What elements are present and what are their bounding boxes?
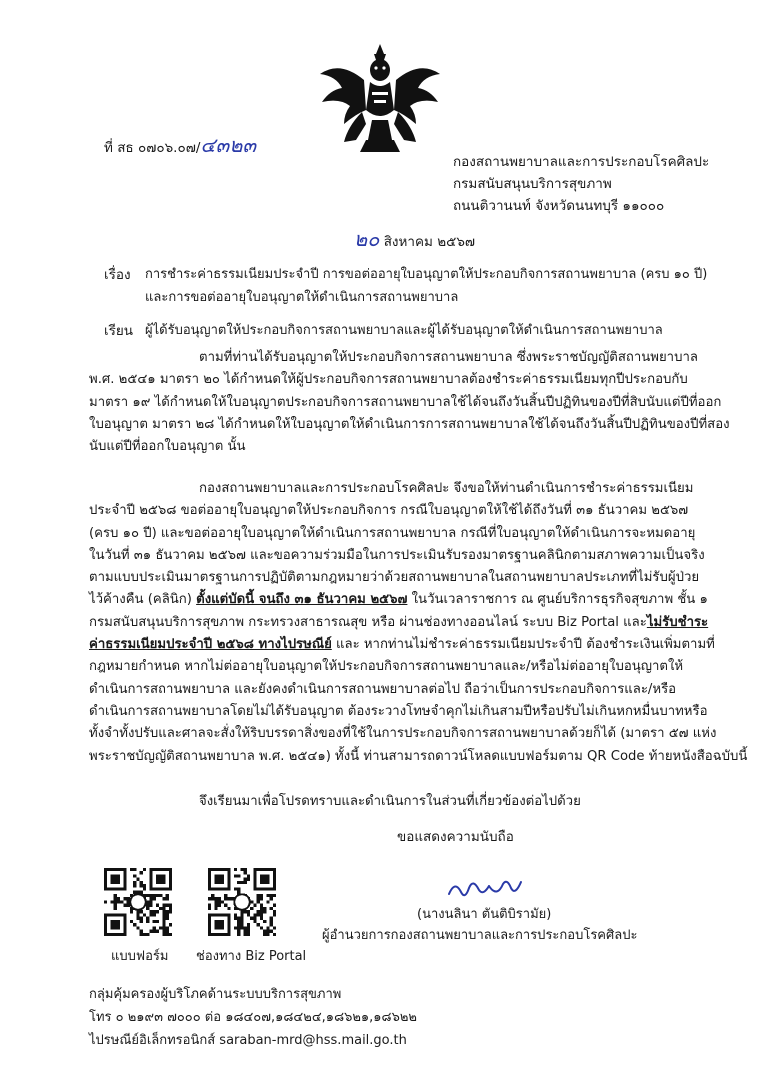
contact-phone: โทร ๐ ๒๑๙๓ ๗๐๐๐ ต่อ ๑๘๔๐๗,๑๘๔๒๔,๑๘๖๒๑,๑๘๖๒๒ xyxy=(89,1010,417,1025)
paragraph-1-line: ใบอนุญาต มาตรา ๒๘ ได้กำหนดให้ใบอนุญาตให้ดำเนินการการสถานพยาบาลใช้ได้จนถึงวันสิ้นปีปฏิทินของปีที่สอง xyxy=(89,416,730,432)
paragraph-2 xyxy=(89,478,748,768)
sender-line-3: ถนนติวานนท์ จังหวัดนนทบุรี ๑๑๐๐๐ xyxy=(453,198,665,214)
paragraph-2-line: ดำเนินการสถานพยาบาล และยังคงดำเนินการสถานพยาบาลต่อไป ถือว่าเป็นการประกอบกิจการและ/หรือ xyxy=(89,681,677,697)
paragraph-2-line: ดำเนินการสถานพยาบาลโดยไม่ได้รับอนุญาต ต้องระวางโทษจำคุกไม่เกินสามปีหรือปรับไม่เกินหกหมื่นบาทหรือ xyxy=(89,703,708,719)
reference-number xyxy=(104,134,256,159)
contact-division: กลุ่มคุ้มครองผู้บริโภคด้านระบบบริการสุขภาพ xyxy=(89,987,342,1002)
penalty-intro: และ หากท่านไม่ชำระค่าธรรมเนียมประจำปี ต้องชำระเงินเพิ่มตามที่ xyxy=(331,637,715,653)
letter-date xyxy=(354,228,475,253)
paragraph-1-line: พ.ศ. ๒๕๔๑ มาตรา ๒๐ ได้กำหนดให้ผู้ประกอบกิจการสถานพยาบาลต้องชำระค่าธรรมเนียมทุกปีประกอบกับ xyxy=(89,372,688,388)
paragraph-1 xyxy=(89,347,730,458)
qr-caption-biz-portal: ช่องทาง Biz Portal xyxy=(196,949,307,964)
paragraph-1-line: มาตรา ๑๙ ได้กำหนดให้ใบอนุญาตประกอบกิจการสถานพยาบาลใช้ได้จนถึงวันสิ้นปีปฏิทินของปีที่สิบนับแต่ปีที่ออก xyxy=(89,394,722,410)
handwritten-date-day: ๒๐ xyxy=(354,227,380,251)
paragraph-1-line: นับแต่ปีที่ออกใบอนุญาต นั้น xyxy=(89,439,246,455)
closing-phrase: ขอแสดงความนับถือ xyxy=(397,829,514,845)
paragraph-2-line xyxy=(89,634,715,656)
paragraph-3: จึงเรียนมาเพื่อโปรดทราบและดำเนินการในส่วนที่เกี่ยวข้องต่อไปด้วย xyxy=(199,794,581,809)
handwritten-signature xyxy=(445,874,525,902)
signatory-name: (นางนลินา ตันติบิรามัย) xyxy=(417,907,552,922)
garuda-emblem xyxy=(300,40,460,158)
subject-label: เรื่อง xyxy=(104,267,131,283)
signatory-position: ผู้อำนวยการกองสถานพยาบาลและการประกอบโรคศิลปะ xyxy=(322,928,638,943)
recipient-label: เรียน xyxy=(104,323,134,339)
qr-code-form[interactable] xyxy=(104,868,172,936)
paragraph-2-line: ทั้งจำทั้งปรับและศาลจะสั่งให้ริบบรรดาสิ่งของที่ใช้ในการประกอบกิจการสถานพยาบาลด้วยก็ได้ (มาตรา ๕๗ แห่ง xyxy=(89,726,717,742)
biz-portal-text: กรมสนับสนุนบริการสุขภาพ กระทรวงสาธารณสุข หรือ ผ่านช่องทางออนไลน์ ระบบ Biz Portal และ xyxy=(89,614,647,630)
qr-caption-form: แบบฟอร์ม xyxy=(111,949,169,964)
paragraph-2-line: พระราชบัญญัติสถานพยาบาล พ.ศ. ๒๕๔๑) ทั้งนี้ ท่านสามารถดาวน์โหลดแบบฟอร์มตาม QR Code ท้ายหนังสือฉบับนี้ xyxy=(89,748,748,764)
deadline-prefix: ไว้ค้างคืน (คลินิก) xyxy=(89,592,197,608)
paragraph-2-line: กองสถานพยาบาลและการประกอบโรคศิลปะ จึงขอให้ท่านดำเนินการชำระค่าธรรมเนียม xyxy=(199,481,694,496)
paragraph-2-line xyxy=(89,589,708,611)
paragraph-2-line: ตามแบบประเมินมาตรฐานการปฏิบัติตามกฎหมายว่าด้วยสถานพยาบาลในสถานพยาบาลประเภทที่ไม่รับผู้ป่วย xyxy=(89,570,700,586)
reference-prefix: ที่ สธ ๐๗๐๖.๐๗/ xyxy=(104,140,201,156)
paragraph-2-line: (ครบ ๑๐ ปี) และขอต่ออายุใบอนุญาตให้ดำเนินการสถานพยาบาล กรณีที่ใบอนุญาตให้ดำเนินการจะหมดอายุ xyxy=(89,525,696,541)
paragraph-2-line: กฎหมายกำหนด หากไม่ต่ออายุใบอนุญาตให้ประกอบกิจการสถานพยาบาลและ/หรือไม่ต่ออายุใบอนุญาตให้ xyxy=(89,659,684,675)
recipient-text: ผู้ได้รับอนุญาตให้ประกอบกิจการสถานพยาบาลและผู้ได้รับอนุญาตให้ดำเนินการสถานพยาบาล xyxy=(145,323,663,338)
handwritten-reference-number: ๔๓๒๓ xyxy=(200,133,257,157)
paragraph-2-line: ในวันที่ ๓๑ ธันวาคม ๒๕๖๗ และขอความร่วมมือในการประเมินรับรองมาตรฐานคลินิกตามสภาพความเป็นจริง xyxy=(89,547,705,563)
subject-line-2: และการขอต่ออายุใบอนุญาตให้ดำเนินการสถานพยาบาล xyxy=(145,290,459,305)
no-postal-emphasis-start: ไม่รับชำระ xyxy=(646,614,709,630)
qr-code-biz-portal[interactable] xyxy=(208,868,276,936)
sender-line-1: กองสถานพยาบาลและการประกอบโรคศิลปะ xyxy=(453,154,710,170)
paragraph-2-line xyxy=(89,612,709,634)
subject-line-1: การชำระค่าธรรมเนียมประจำปี การขอต่ออายุใบอนุญาตให้ประกอบกิจการสถานพยาบาล (ครบ ๑๐ ปี) xyxy=(145,267,708,282)
deadline-emphasis: ตั้งแต่บัดนี้ จนถึง ๓๑ ธันวาคม ๒๕๖๗ xyxy=(196,592,408,608)
contact-email: ไปรษณีย์อิเล็กทรอนิกส์ saraban-mrd@hss.mail.go.th xyxy=(89,1033,407,1048)
paragraph-2-line: ประจำปี ๒๕๖๘ ขอต่ออายุใบอนุญาตให้ประกอบกิจการ กรณีใบอนุญาตให้ใช้ได้ถึงวันที่ ๓๑ ธันวาคม ๒๕๖๗ xyxy=(89,503,689,519)
no-postal-emphasis-end: ค่าธรรมเนียมประจำปี ๒๕๖๘ ทางไปรษณีย์ xyxy=(89,637,332,653)
date-month-year: สิงหาคม ๒๕๖๗ xyxy=(383,234,476,250)
deadline-suffix: ในวันเวลาราชการ ณ ศูนย์บริการธุรกิจสุขภาพ ชั้น ๑ xyxy=(407,592,708,608)
paragraph-1-line: ตามที่ท่านได้รับอนุญาตให้ประกอบกิจการสถานพยาบาล ซึ่งพระราชบัญญัติสถานพยาบาล xyxy=(199,350,698,365)
sender-line-2: กรมสนับสนุนบริการสุขภาพ xyxy=(453,176,612,192)
